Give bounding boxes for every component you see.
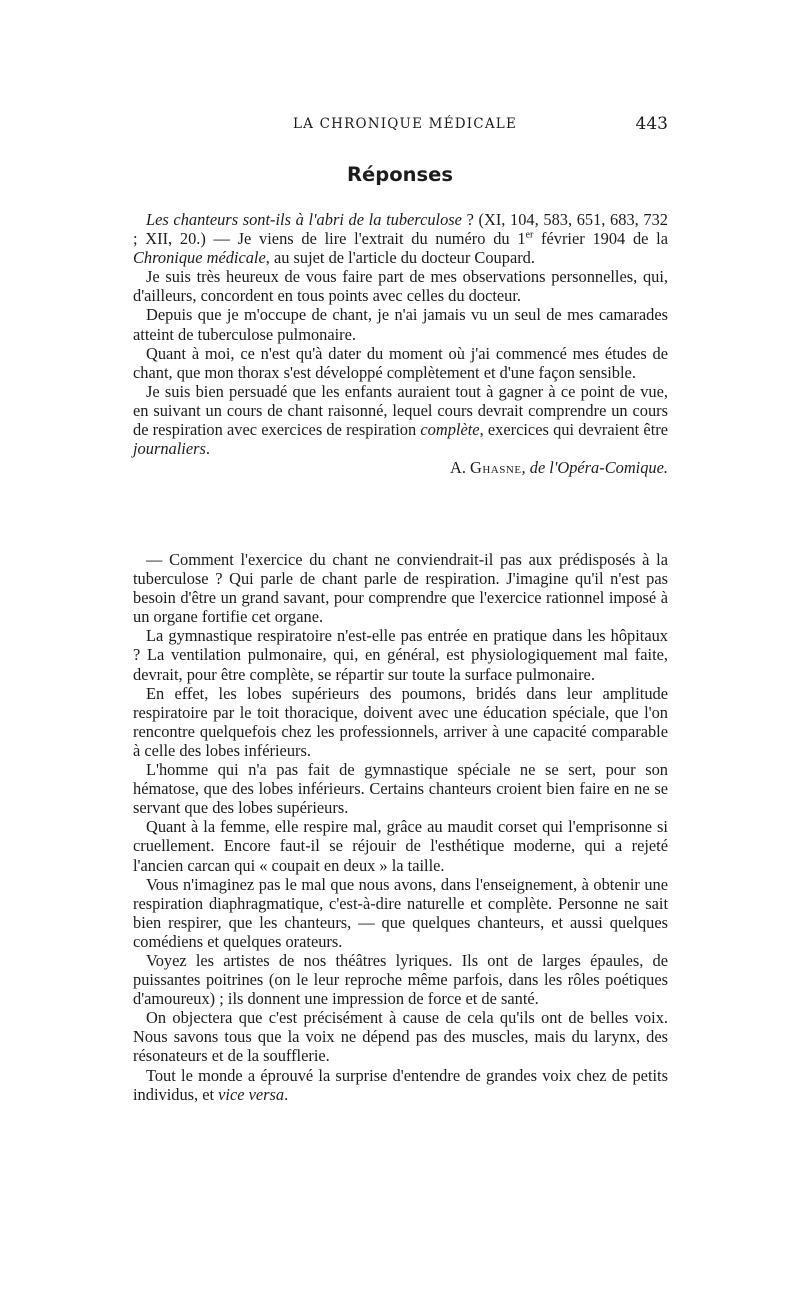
signature: [133, 458, 668, 477]
paragraph: On objectera que c'est précisément à cause de cela qu'ils ont de belles voix. Nous savons tous que la voix ne dépend pas des muscles, mais du larynx, des résonateurs et de la soufflerie.: [133, 1008, 668, 1066]
paragraph: Voyez les artistes de nos théâtres lyriques. Ils ont de larges épaules, de puissantes poitrines (on le leur reproche même parfois, dans les rôles poétiques d'amoureux) ; ils donnent une impression de force et de santé.: [133, 950, 668, 1009]
article-chanteurs-tuberculose: [133, 210, 668, 477]
running-title: LA CHRONIQUE MÉDICALE: [293, 116, 518, 132]
paragraph-text: Tout le monde a éprouvé la surprise d'entendre de grandes voix chez de petits individus, et: [133, 1065, 668, 1104]
paragraph: — Comment l'exercice du chant ne conviendrait-il pas aux prédisposés à la tuberculose ? Qui parle de chant parle de respiration. J'imagine qu'il n'est pas besoin d'être un grand savant, pour comprendre que l'exercice rationnel imposé à un organe fortifie cet organe.: [133, 550, 668, 627]
italic-term: complète: [420, 420, 480, 440]
signature-affiliation: , de l'Opéra-Comique.: [521, 458, 668, 478]
running-header: [133, 114, 668, 138]
paragraph-text: .: [284, 1084, 289, 1104]
paragraph: La gymnastique respiratoire n'est-elle pas entrée en pratique dans les hôpitaux ? La ventilation pulmonaire, qui, en général, est physiologiquement mal faite, devrait, pour être complète, se répartir sur toute la surface pulmonaire.: [133, 626, 668, 684]
paragraph-text: , exercices qui devraient être: [479, 420, 668, 440]
italic-term: vice versa: [218, 1084, 285, 1104]
paragraph: Vous n'imaginez pas le mal que nous avons, dans l'enseignement, à obtenir une respiration diaphragmatique, c'est-à-dire naturelle et complète. Personne ne sait bien respirer, que les chanteurs, — que quelques chanteurs, et aussi quelques comédiens et quelques orateurs.: [133, 874, 668, 951]
paragraph: [133, 382, 668, 458]
section-title: Réponses: [347, 163, 453, 186]
paragraph: Quant à la femme, elle respire mal, grâce au maudit corset qui l'emprisonne si cruellement. Encore faut-il se réjouir de l'esthétique moderne, qui a rejeté l'ancien carcan qui « coupait en deux » la taille.: [133, 817, 668, 875]
journal-name: Chronique médicale: [133, 248, 266, 268]
page-number: 443: [635, 114, 668, 134]
paragraph: Quant à moi, ce n'est qu'à dater du moment où j'ai commencé mes études de chant, que mon thorax s'est développé complètement et d'une façon sensible.: [133, 343, 668, 382]
paragraph: [133, 210, 668, 267]
paragraph-text: .: [205, 439, 210, 459]
question-refs: ? (XI, 104, 583, 651, 683, 732 ; XII, 20.) — Je viens de lire l'extrait du numéro du: [133, 210, 668, 249]
paragraph-text: , au sujet de l'article du docteur Coupard.: [265, 248, 535, 268]
paragraph: L'homme qui n'a pas fait de gymnastique spéciale ne se sert, pour son hématose, que des lobes inférieurs. Certains chanteurs croient bien faire en ne se servant que des lobes supérieurs.: [133, 760, 668, 818]
date-rest: février 1904 de la: [533, 229, 668, 249]
signature-initial: A.: [449, 458, 471, 478]
italic-term: journaliers: [133, 439, 206, 459]
paragraph: En effet, les lobes supérieurs des poumons, bridés dans leur amplitude respiratoire par le toit thoracique, doivent avec une éducation spéciale, que l'on rencontre quelquefois chez les professionnels, arriver à une capacité comparable à celle des lobes inférieurs.: [133, 683, 668, 760]
article-exercice-chant: [133, 550, 668, 1104]
date-day: 1: [517, 229, 526, 249]
question-title: Les chanteurs sont-ils à l'abri de la tuberculose: [146, 210, 462, 229]
signature-name: Ghasne: [470, 458, 522, 478]
paragraph: Depuis que je m'occupe de chant, je n'ai jamais vu un seul de mes camarades atteint de tuberculose pulmonaire.: [133, 305, 668, 344]
paragraph-text: Je suis bien persuadé que les enfants auraient tout à gagner à ce point de vue, en suivant un cours de chant raisonné, lequel cours devrait comprendre un cours de respiration avec exercices de respiration: [133, 381, 668, 440]
paragraph: [133, 1066, 668, 1104]
paragraph: Je suis très heureux de vous faire part de mes observations personnelles, qui, d'ailleurs, concordent en tous points avec celles du docteur.: [133, 267, 668, 306]
date-superscript: er: [525, 229, 534, 241]
